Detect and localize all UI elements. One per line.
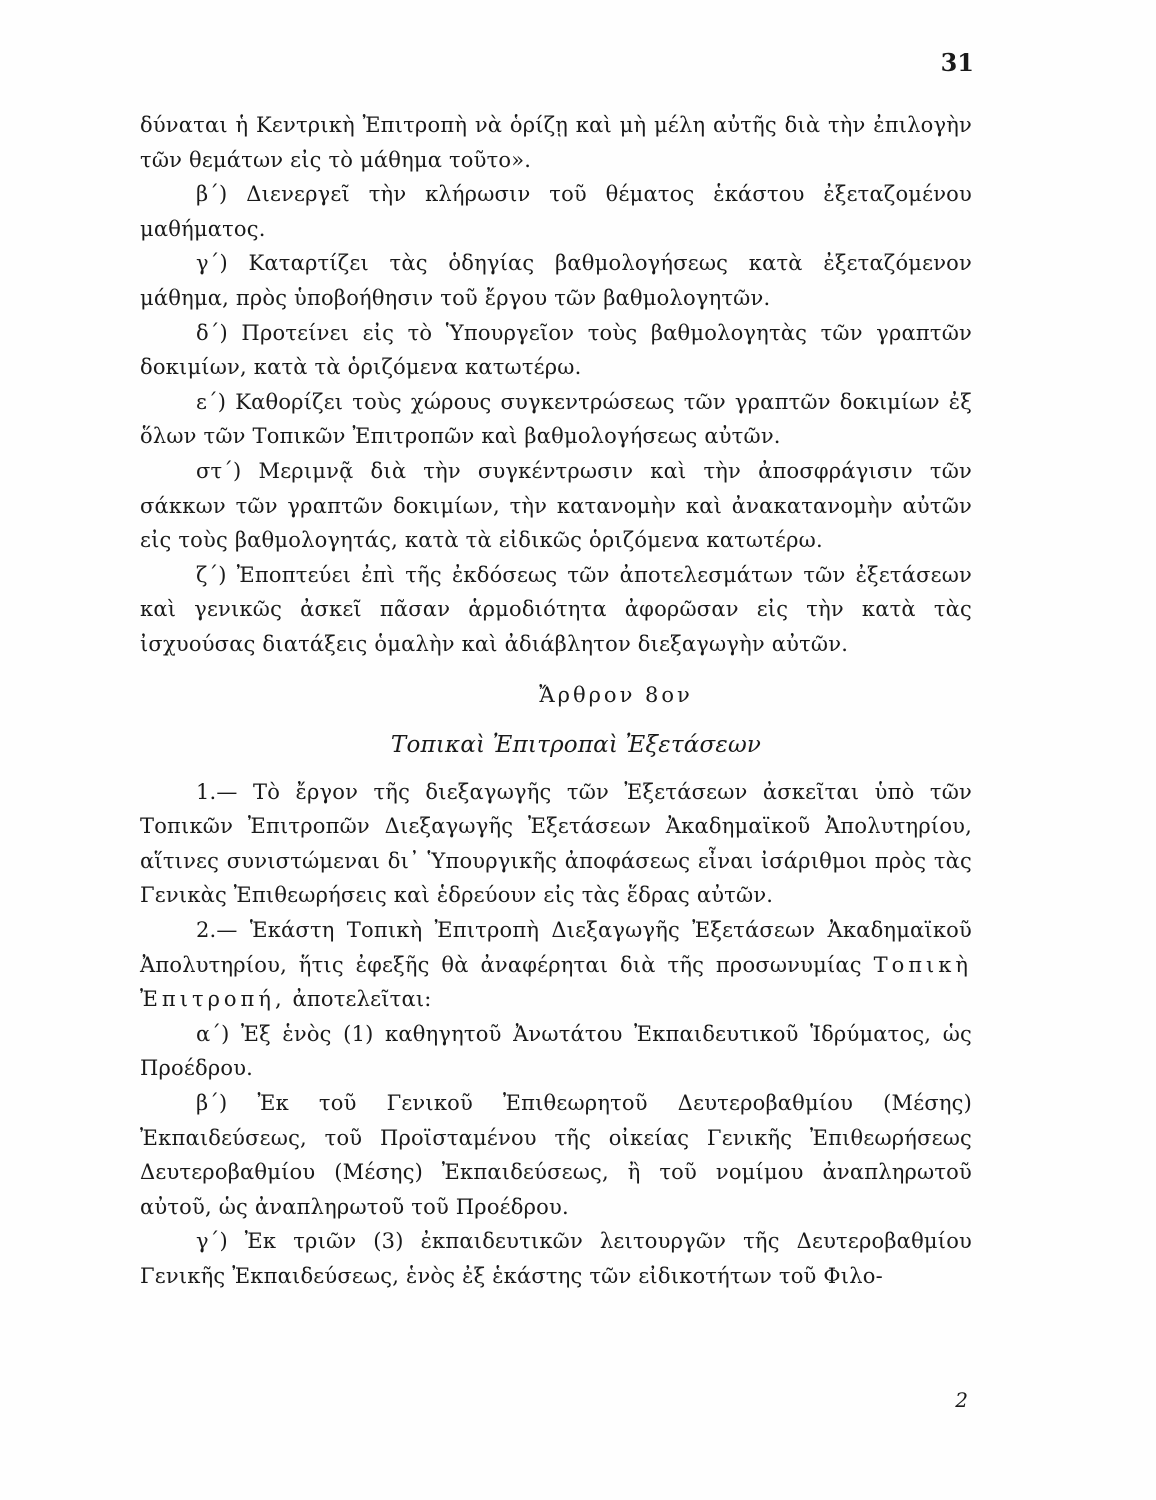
member-item-b: β΄) Ἐκ τοῦ Γενικοῦ Ἐπιθεωρητοῦ Δευτεροβαθμίου (Μέσης) Ἐκπαιδεύσεως, τοῦ Προϊσταμένου τῆς οἰκείας Γενικῆς Ἐπιθεωρήσεως Δευτεροβαθμίου (Μέσης) Ἐκπαιδεύσεως, ἢ τοῦ νομίμου ἀναπληρωτοῦ αὐτοῦ, ὡς ἀναπληρωτοῦ τοῦ Προέδρου.: [140, 1091, 972, 1219]
paragraph-2-tail: ἀποτελεῖται:: [292, 987, 432, 1012]
duty-item-st: στ΄) Μεριμνᾷ διὰ τὴν συγκέντρωσιν καὶ τὴν ἀποσφράγισιν τῶν σάκκων τῶν γραπτῶν δοκιμίων, τὴν κατανομὴν καὶ ἀνακατανομὴν αὐτῶν εἰς τοὺς βαθμολογητάς, κατὰ τὰ εἰδικῶς ὁριζόμενα κατωτέρω.: [140, 458, 972, 553]
body-text: [140, 108, 972, 1294]
paragraph-2-spaced-term: Τοπικὴ Ἐπιτροπή,: [140, 952, 972, 1012]
paragraph-1: 1.— Τὸ ἔργον τῆς διεξαγωγῆς τῶν Ἐξετάσεων ἀσκεῖται ὑπὸ τῶν Τοπικῶν Ἐπιτροπῶν Διεξαγωγῆς Ἐξετάσεων Ἀκαδημαϊκοῦ Ἀπολυτηρίου, αἵτινες συνιστώμεναι δι᾿ Ὑπουργικῆς ἀποφάσεως εἶναι ἰσάριθμοι πρὸς τὰς Γενικὰς Ἐπιθεωρήσεις καὶ ἑδρεύουν εἰς τὰς ἕδρας αὐτῶν.: [140, 779, 972, 908]
paragraph-2-lead: 2.— Ἑκάστη Τοπικὴ Ἐπιτροπὴ Διεξαγωγῆς Ἐξετάσεων Ἀκαδημαϊκοῦ Ἀπολυτηρίου, ἥτις ἐφεξῆς θὰ ἀναφέρηται διὰ τῆς προσωνυμίας: [140, 918, 972, 977]
duty-item-b: β΄) Διενεργεῖ τὴν κλήρωσιν τοῦ θέματος ἑκάστου ἐξεταζομένου μαθήματος.: [140, 182, 972, 241]
member-item-c: γ΄) Ἐκ τριῶν (3) ἐκπαιδευτικῶν λειτουργῶν τῆς Δευτεροβαθμίου Γενικῆς Ἐκπαιδεύσεως, ἑνὸς ἐξ ἑκάστης τῶν εἰδικοτήτων τοῦ Φιλο-: [140, 1229, 972, 1288]
page-number: 31: [940, 48, 974, 77]
paragraph-2: [140, 913, 972, 1017]
section-title: Τοπικαὶ Ἐπιτροπαὶ Ἐξετάσεων: [390, 732, 762, 759]
member-item-a: α΄) Ἐξ ἑνὸς (1) καθηγητοῦ Ἀνωτάτου Ἐκπαιδευτικοῦ Ἱδρύματος, ὡς Προέδρου.: [140, 1021, 972, 1081]
signature-mark: 2: [955, 1388, 968, 1412]
article-heading: Ἄρθρον 8ον: [539, 682, 693, 707]
duty-item-c: γ΄) Καταρτίζει τὰς ὁδηγίας βαθμολογήσεως κατὰ ἐξεταζόμενον μάθημα, πρὸς ὑποβοήθησιν τοῦ ἔργου τῶν βαθμολογητῶν.: [140, 251, 972, 310]
intro-continuation: δύναται ἡ Κεντρικὴ Ἐπιτροπὴ νὰ ὁρίζῃ καὶ μὴ μέλη αὐτῆς διὰ τὴν ἐπιλογὴν τῶν θεμάτων εἰς τὸ μάθημα τοῦτο».: [140, 113, 972, 172]
duty-item-d: δ΄) Προτείνει εἰς τὸ Ὑπουργεῖον τοὺς βαθμολογητὰς τῶν γραπτῶν δοκιμίων, κατὰ τὰ ὁριζόμενα κατωτέρω.: [140, 320, 972, 380]
duty-item-z: ζ΄) Ἐποπτεύει ἐπὶ τῆς ἐκδόσεως τῶν ἀποτελεσμάτων τῶν ἐξετάσεων καὶ γενικῶς ἀσκεῖ πᾶσαν ἁρμοδιότητα ἀφορῶσαν εἰς τὴν κατὰ τὰς ἰσχυούσας διατάξεις ὁμαλὴν καὶ ἀδιάβλητον διεξαγωγὴν αὐτῶν.: [140, 562, 972, 656]
duty-item-e: ε΄) Καθορίζει τοὺς χώρους συγκεντρώσεως τῶν γραπτῶν δοκιμίων ἐξ ὅλων τῶν Τοπικῶν Ἐπιτροπῶν καὶ βαθμολογήσεως αὐτῶν.: [140, 389, 972, 449]
